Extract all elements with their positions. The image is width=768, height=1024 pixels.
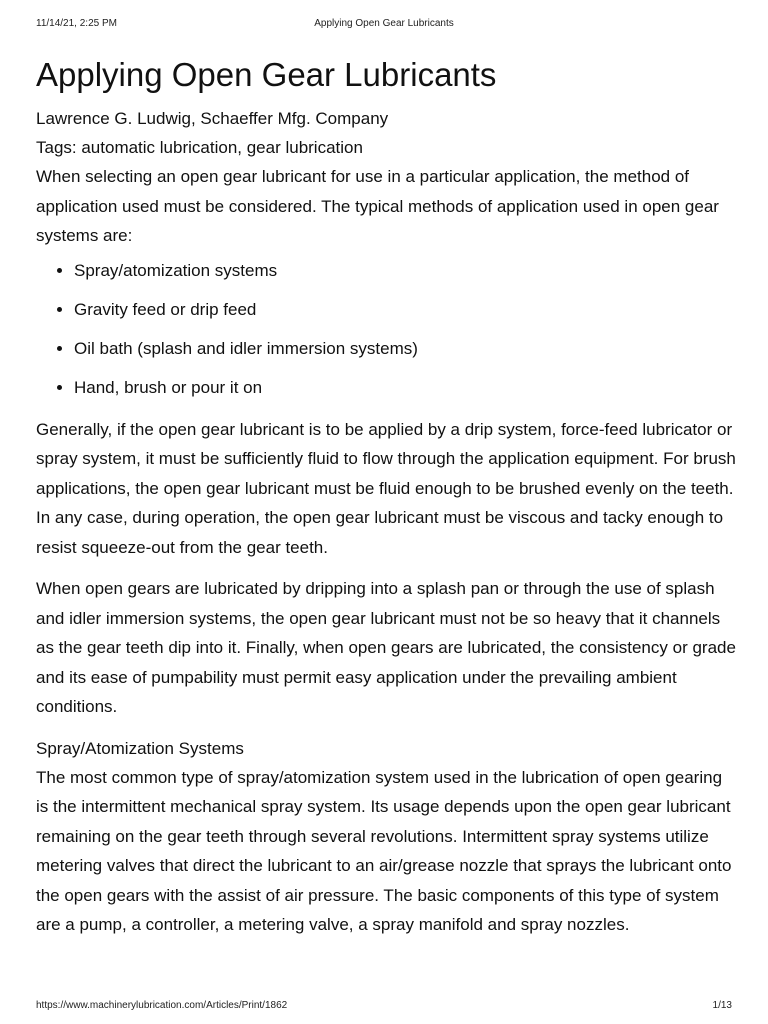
list-item: • Oil bath (splash and idler immersion systems) (74, 337, 736, 360)
print-header (36, 18, 732, 32)
print-page-title: Applying Open Gear Lubricants (314, 18, 454, 29)
article-title: Applying Open Gear Lubricants (36, 56, 497, 93)
article-author: Lawrence G. Ludwig, Schaeffer Mfg. Company (36, 109, 389, 128)
intro-paragraph: When selecting an open gear lubricant for use in a particular application, the method of application used must be considered. The typical methods of application used in open gear systems are: (36, 167, 719, 245)
body-paragraph: Generally, if the open gear lubricant is to be applied by a drip system, force-feed lubricator or spray system, it must be sufficiently fluid to flow through the application equipment. For brush applications, the open gear lubricant must be fluid enough to be brushed evenly on the teeth. In any case, during operation, the open gear lubricant must be viscous and tacky enough to resist squeeze-out from the gear teeth. (36, 419, 736, 557)
article (36, 52, 736, 940)
list-item: • Spray/atomization systems (74, 259, 736, 282)
body-paragraph: When open gears are lubricated by dripping into a splash pan or through the use of splash and idler immersion systems, the open gear lubricant must not be so heavy that it channels as the gear teeth dip into it. Finally, when open gears are lubricated, the consistency or grade and its ease of pumpability must permit easy application under the prevailing ambient conditions. (36, 579, 736, 716)
application-methods-list (36, 259, 736, 399)
section-heading: Spray/Atomization Systems (36, 738, 244, 758)
print-date: 11/14/21, 2:25 PM (36, 18, 117, 29)
list-item: • Hand, brush or pour it on (74, 376, 736, 399)
print-footer (36, 1000, 732, 1014)
article-tags: Tags: automatic lubrication, gear lubrication (36, 138, 363, 157)
list-item: • Gravity feed or drip feed (74, 298, 736, 321)
body-paragraph: The most common type of spray/atomization system used in the lubrication of open gearing is the intermittent mechanical spray system. Its usage depends upon the open gear lubricant remaining on the gear teeth through several revolutions. Intermittent spray systems utilize metering valves that direct the lubricant to an air/grease nozzle that sprays the lubricant onto the open gears with the assist of air pressure. The basic components of this type of system are a pump, a controller, a metering valve, a spray manifold and spray nozzles. (36, 767, 732, 934)
page-url[interactable]: https://www.machinerylubrication.com/Articles/Print/1862 (36, 1000, 288, 1011)
page-number: 1/13 (712, 1000, 732, 1011)
